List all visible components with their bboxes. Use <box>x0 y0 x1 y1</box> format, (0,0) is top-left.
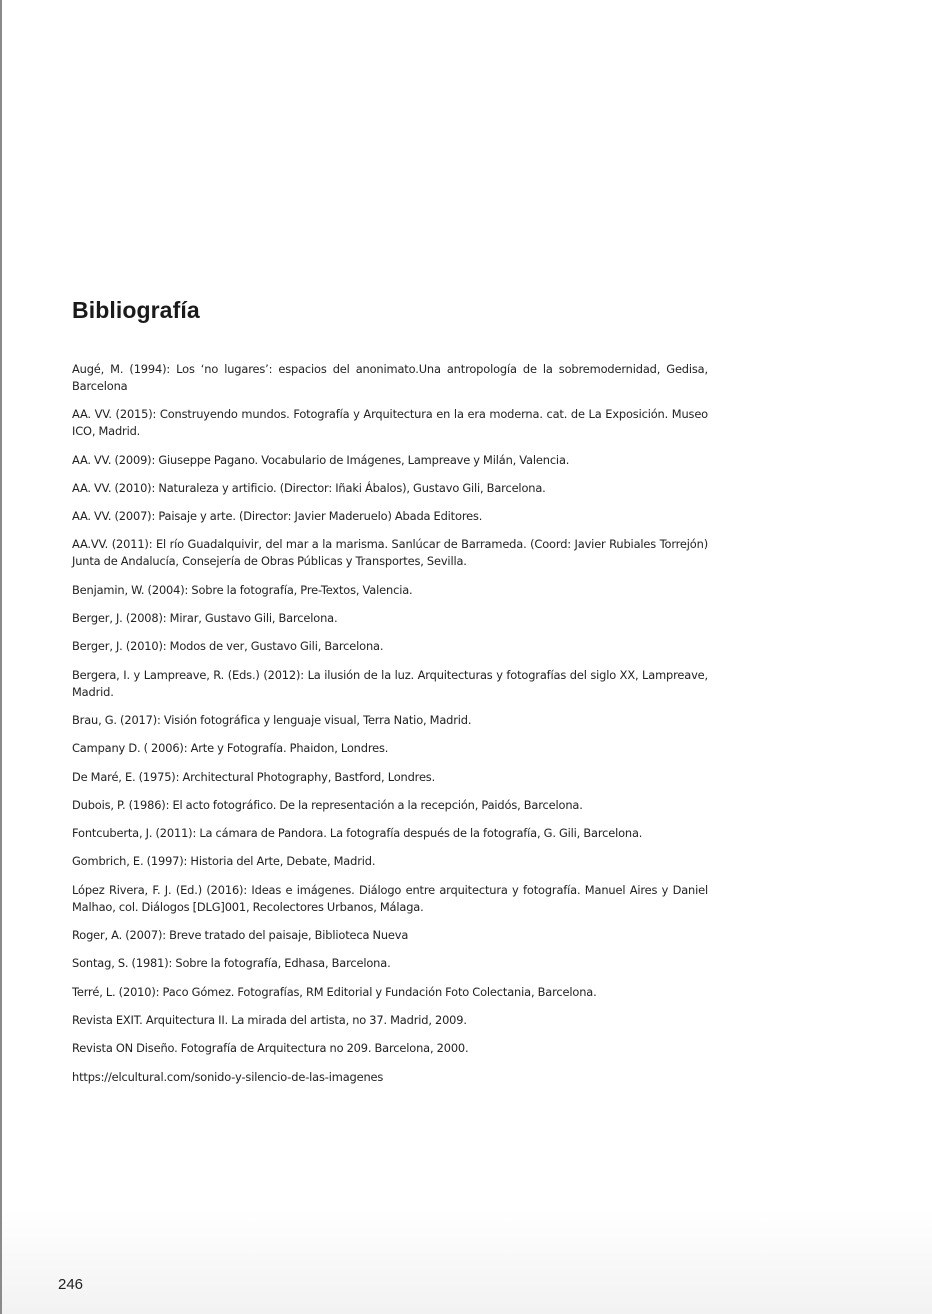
bibliography-entry: Revista EXIT. Arquitectura II. La mirada del artista, no 37. Madrid, 2009. <box>72 1012 467 1027</box>
bibliography-entry: López Rivera, F. J. (Ed.) (2016): Ideas e imágenes. Diálogo entre arquitectura y fotografía. Manuel Aires y Daniel Malhao, col. Diálogos [DLG]001, Recolectores Urbanos, Málaga. <box>72 882 708 914</box>
bibliography-entry: Dubois, P. (1986): El acto fotográfico. De la representación a la recepción, Paidós, Barcelona. <box>72 797 583 812</box>
bibliography-entry: AA. VV. (2009): Giuseppe Pagano. Vocabulario de Imágenes, Lampreave y Milán, Valencia. <box>72 452 570 467</box>
bibliography-entry: Campany D. ( 2006): Arte y Fotografía. Phaidon, Londres. <box>72 741 389 756</box>
bibliography-entry: Benjamin, W. (2004): Sobre la fotografía, Pre-Textos, Valencia. <box>72 582 413 597</box>
bibliography-url: https://elcultural.com/sonido-y-silencio-de-las-imagenes <box>72 1069 384 1084</box>
page-title: Bibliografía <box>72 297 200 323</box>
bibliography-entry: Berger, J. (2010): Modos de ver, Gustavo Gili, Barcelona. <box>72 639 384 654</box>
bibliography-entry: Terré, L. (2010): Paco Gómez. Fotografías, RM Editorial y Fundación Foto Colectania, Barcelona. <box>72 984 597 999</box>
bibliography-entry: AA.VV. (2011): El río Guadalquivir, del mar a la marisma. Sanlúcar de Barrameda. (Coord: Javier Rubiales Torrejón) Junta de Andalucía, Consejería de Obras Públicas y Transportes, Sevilla. <box>72 537 708 569</box>
bibliography-entry: Brau, G. (2017): Visión fotográfica y lenguaje visual, Terra Natio, Madrid. <box>72 712 472 727</box>
bibliography-entry: Fontcuberta, J. (2011): La cámara de Pandora. La fotografía después de la fotografía, G. Gili, Barcelona. <box>72 826 643 841</box>
bibliography-entry: Revista ON Diseño. Fotografía de Arquitectura no 209. Barcelona, 2000. <box>72 1041 469 1056</box>
page-number: 246 <box>58 1276 84 1293</box>
bibliography-entry: Gombrich, E. (1997): Historia del Arte, Debate, Madrid. <box>72 854 376 869</box>
bibliography-entry: AA. VV. (2007): Paisaje y arte. (Director: Javier Maderuelo) Abada Editores. <box>72 509 483 524</box>
bibliography-entry: AA. VV. (2015): Construyendo mundos. Fotografía y Arquitectura en la era moderna. cat. de La Exposición. Museo ICO, Madrid. <box>72 407 708 439</box>
bibliography-entry: Sontag, S. (1981): Sobre la fotografía, Edhasa, Barcelona. <box>72 956 391 971</box>
bibliography-entry: Augé, M. (1994): Los ‘no lugares’: espacios del anonimato.Una antropología de la sobremodernidad, Gedisa, Barcelona <box>72 362 708 393</box>
bibliography-entry: De Maré, E. (1975): Architectural Photography, Bastford, Londres. <box>72 769 436 784</box>
bibliography-entry: Roger, A. (2007): Breve tratado del paisaje, Biblioteca Nueva <box>72 928 409 943</box>
bibliography-list <box>72 361 708 1097</box>
bibliography-entry: Berger, J. (2008): Mirar, Gustavo Gili, Barcelona. <box>72 611 338 626</box>
bibliography-entry: AA. VV. (2010): Naturaleza y artificio. (Director: Iñaki Ábalos), Gustavo Gili, Barcelona. <box>72 480 546 495</box>
bibliography-entry: Bergera, I. y Lampreave, R. (Eds.) (2012): La ilusión de la luz. Arquitecturas y fotografías del siglo XX, Lampreave, Madrid. <box>72 667 708 699</box>
